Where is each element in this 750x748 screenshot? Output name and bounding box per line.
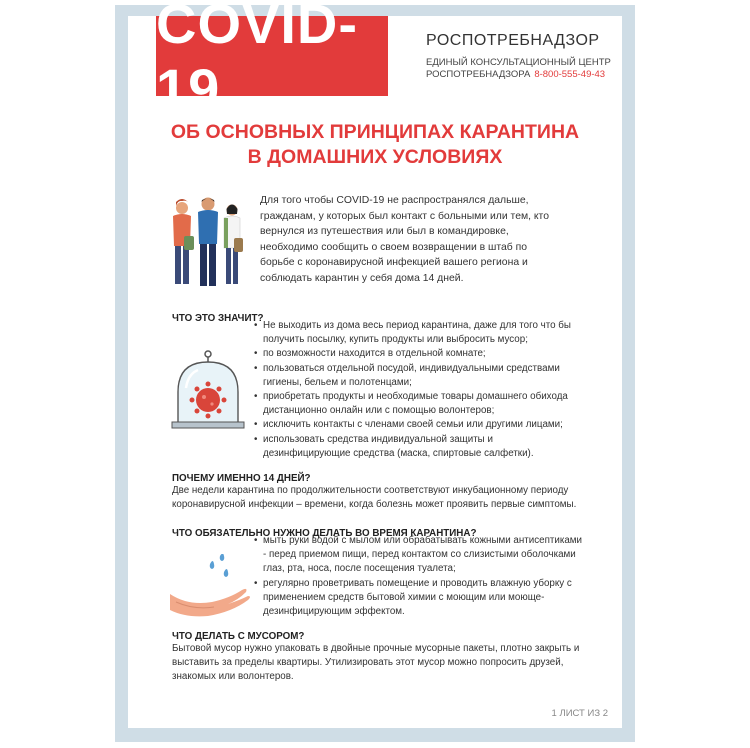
- org-sub-line1: ЕДИНЫЙ КОНСУЛЬТАЦИОННЫЙ ЦЕНТР: [426, 57, 611, 68]
- list-item: • пользоваться отдельной посудой, индивидуальными средствами гигиены, бельем и полотенцами;: [254, 362, 574, 390]
- intro-text: Для того чтобы COVID-19 не распространялся дальше, гражданам, у которых был контакт с больными или тем, кто вернулся из путешествия или был в командировке, необходимо сообщить о своем возвращении в штаб по борьбе с коронавирусной инфекцией вашего региона и соблюдать карантин у себя дома 14 дней.: [260, 195, 549, 284]
- poster-sheet: [128, 0, 622, 728]
- hand-washing-illustration: [168, 554, 258, 624]
- must-do-list: [254, 534, 584, 619]
- list-item: • исключить контакты с членами своей семьи или другими лицами;: [254, 418, 574, 432]
- list-item: • приобретать продукты и необходимые товары домашнего обихода дистанционно онлайн или с помощью волонтеров;: [254, 390, 574, 418]
- covid-logo-text: COVID-19: [156, 0, 358, 120]
- org-block: [426, 32, 611, 81]
- org-name: РОСПОТРЕБНАДЗОР: [426, 32, 600, 49]
- page-title: [128, 120, 622, 170]
- section-why-14-days-heading: ПОЧЕМУ ИМЕННО 14 ДНЕЙ?: [172, 473, 311, 484]
- why-14-days-text: Две недели карантина по продолжительности соответствуют инкубационному периоду коронавирусной инфекции – времени, когда болезнь может проявить первые симптомы.: [172, 485, 577, 511]
- what-it-means-list: [254, 319, 574, 461]
- list-item: • использовать средства индивидуальной защиты и дезинфицирующие средства (маска, спиртовые салфетки).: [254, 433, 574, 461]
- page-counter: 1 ЛИСТ ИЗ 2: [551, 708, 608, 719]
- list-item: • Не выходить из дома весь период карантина, даже для того что бы получить посылку, купить продукты или выбросить мусор;: [254, 319, 574, 347]
- title-line2: В ДОМАШНИХ УСЛОВИЯХ: [247, 146, 503, 168]
- title-line1: ОБ ОСНОВНЫХ ПРИНЦИПАХ КАРАНТИНА: [170, 121, 580, 143]
- org-sub-line2: РОСПОТРЕБНАДЗОРА: [426, 69, 531, 80]
- section-what-it-means-heading: ЧТО ЭТО ЗНАЧИТ?: [172, 313, 264, 324]
- hotline-phone: 8-800-555-49-43: [534, 69, 606, 80]
- section-must-do-heading: ЧТО ОБЯЗАТЕЛЬНО НУЖНО ДЕЛАТЬ ВО ВРЕМЯ КАРАНТИНА?: [172, 528, 477, 539]
- list-item: • регулярно проветривать помещение и проводить влажную уборку с применением средств бытовой химии с моющим или моюще-дезинфицирующим эффектом.: [254, 577, 584, 620]
- trash-text: Бытовой мусор нужно упаковать в двойные прочные мусорные пакеты, плотно закрыть и выставить за пределы квартиры. Утилизировать этот мусор можно попросить друзей, знакомых или волонтеров.: [172, 643, 580, 683]
- org-subtitle: [426, 57, 611, 81]
- list-item: • по возможности находится в отдельной комнате;: [254, 347, 574, 361]
- people-illustration: [164, 194, 250, 294]
- list-item: • мыть руки водой с мылом или обрабатывать кожными антисептиками - перед приемом пищи, перед контактом со слизистыми оболочками глаз, рта, носа, после посещения туалета;: [254, 534, 584, 577]
- section-trash-heading: ЧТО ДЕЛАТЬ С МУСОРОМ?: [172, 631, 305, 642]
- virus-dome-illustration: [168, 342, 248, 442]
- covid-logo: [156, 0, 388, 120]
